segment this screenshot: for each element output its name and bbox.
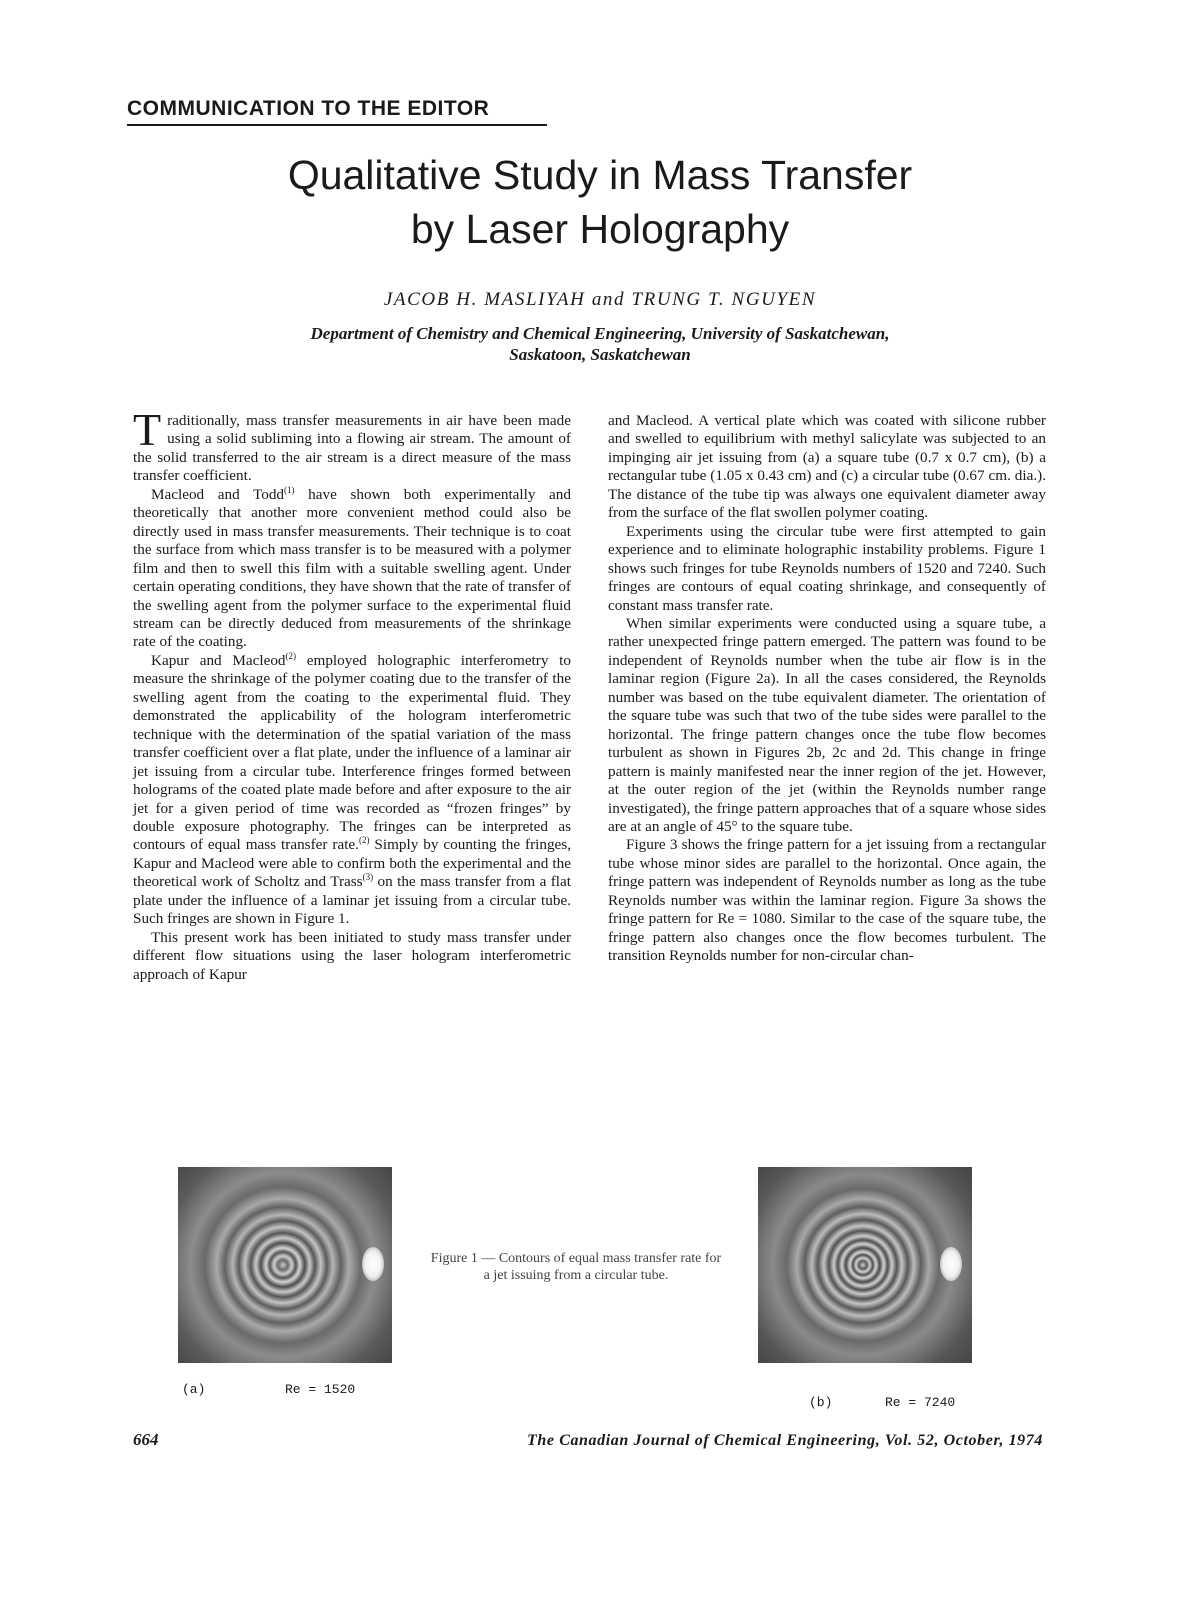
p3-text-d: on the mass transfer from a flat plate under the influence of a laminar jet issuing from a circular tube. Such fringes are shown in Figure 1. xyxy=(133,873,571,928)
author-line: JACOB H. MASLIYAH and TRUNG T. NGUYEN xyxy=(383,289,817,310)
paragraph-1 xyxy=(133,404,571,486)
paragraph-2 xyxy=(133,486,571,652)
p2-text-a: Macleod and Todd xyxy=(151,485,285,503)
paragraph-3 xyxy=(133,652,571,929)
paragraph-6: When similar experiments were conducted using a square tube, a rather unexpected fringe pattern emerged. The pattern was found to be independent of Reynolds number when the tube air flow is in the laminar region (Figure 2a). In all the cases considered, the Reynolds number was based on the tube equivalent diameter. The orientation of the square tube was such that two of the tube sides were parallel to the horizontal. The fringe pattern changes once the tube flow becomes turbulent as shown in Figures 2b, 2c and 2d. This change in fringe pattern is mainly manifested near the inner region of the jet. However, at the outer region of the jet (within the Reynolds number range investigated), the fringe pattern approaches that of a square whose sides are at an angle of 45° to the square tube. xyxy=(608,614,1046,835)
ref-1: (1) xyxy=(284,484,295,495)
paragraph-5: Experiments using the circular tube were first attempted to gain experience and to eliminate holographic instability problems. Figure 1 shows such fringes for tube Reynolds numbers of 1520 and 7240. Such fringes are contours of equal coating shrinkage, and consequently of constant mass transfer rate. xyxy=(608,522,1046,614)
figure-caption: Figure 1 — Contours of equal mass transfer rate for a jet issuing from a circular tube. xyxy=(430,1251,722,1283)
p2-text-b: have shown both experimentally and theoretically that another more convenient method could also be directly used in mass transfer measurements. Their technique is to coat the surface from which mass transfer is to be measured with a polymer film and then to swell this film with a suitable swelling agent. Under certain operating conditions, they have shown that the rate of transfer of the swelling agent from the polymer surface to the experimental fluid stream can be directly deduced from measurements of the shrinkage rate of the coating. xyxy=(133,485,571,651)
article-title-line1: Qualitative Study in Mass Transfer xyxy=(287,152,913,198)
p4-text-right: and Macleod. A vertical plate which was coated with silicone rubber and swelled to equilibrium with methyl salicylate was subjected to an impinging air jet issuing from (a) a square tube (0.7 x 0.7 cm), (b) a rectangular tube (1.05 x 0.43 cm) and (c) a circular tube (0.67 cm. dia.). The distance of the tube tip was always one equivalent diameter away from the surface of the flat swollen polymer coating. xyxy=(608,412,1046,522)
ref-3: (3) xyxy=(362,872,374,883)
p3-text-a: Kapur and Macleod xyxy=(151,651,286,669)
article-title-line2: by Laser Holography xyxy=(410,206,790,252)
drop-cap: T xyxy=(133,404,162,455)
p3-text-c: Simply by counting the fringes, Kapur and Macleod were able to confirm both the experimental and the theoretical work of Scholtz and Trass xyxy=(133,836,571,891)
p4-text-left: This present work has been initiated to study mass transfer under different flow situations using the laser hologram interferometric approach of Kapur xyxy=(133,928,571,983)
right-column xyxy=(608,412,1046,966)
paragraph-1-text: raditionally, mass transfer measurements in air have been made using a solid subliming into a flowing air stream. The amount of the solid transferred to the air stream is a direct measure of the mass transfer coefficient. xyxy=(133,412,571,485)
left-column xyxy=(133,404,571,984)
figure-b-label: (b) xyxy=(809,1395,833,1410)
figure-b-reynolds: Re = 7240 xyxy=(885,1395,956,1410)
paragraph-7: Figure 3 shows the fringe pattern for a jet issuing from a rectangular tube whose minor sides are parallel to the horizontal. Once again, the fringe pattern was independent of Reynolds number as long as the tube Reynolds number was within the laminar region. Figure 3a shows the fringe pattern for Re = 1080. Similar to the case of the square tube, the fringe pattern also changes once the flow becomes turbulent. The transition Reynolds number for non-circular chan- xyxy=(608,836,1046,965)
hologram-image-a xyxy=(178,1167,392,1363)
hologram-image-b xyxy=(758,1167,972,1363)
journal-citation: The Canadian Journal of Chemical Engineering, Vol. 52, October, 1974 xyxy=(527,1432,1043,1449)
p3-text-b: employed holographic interferometry to measure the shrinkage of the polymer coating due to the transfer of the swelling agent from the coating to the experimental fluid. They demonstrated the applicability of the hologram interferometric technique with the determination of the spatial variation of the mass transfer coefficient over a flat plate, under the influence of a laminar air jet issuing from a circular tube. Interference fringes formed between holograms of the coated plate made before and after exposure to the air jet for a given period of time was recorded as “frozen fringes” by double exposure photography. The fringes can be interpreted as contours of equal mass transfer rate. xyxy=(133,651,571,854)
paragraph-4-continued xyxy=(608,412,1046,523)
affiliation-line2: Saskatoon, Saskatchewan xyxy=(509,345,691,364)
page-number: 664 xyxy=(133,1430,159,1449)
paragraph-4-start xyxy=(133,929,571,984)
ref-2: (2) xyxy=(285,650,297,661)
affiliation-line1: Department of Chemistry and Chemical Engineering, University of Saskatchewan, xyxy=(310,324,890,343)
ref-2b: (2) xyxy=(358,835,370,846)
figure-a-label: (a) xyxy=(182,1382,206,1397)
tube-glare xyxy=(940,1247,962,1281)
section-heading: COMMUNICATION TO THE EDITOR xyxy=(127,97,547,126)
tube-glare xyxy=(362,1247,384,1281)
figure-a-reynolds: Re = 1520 xyxy=(285,1382,356,1397)
